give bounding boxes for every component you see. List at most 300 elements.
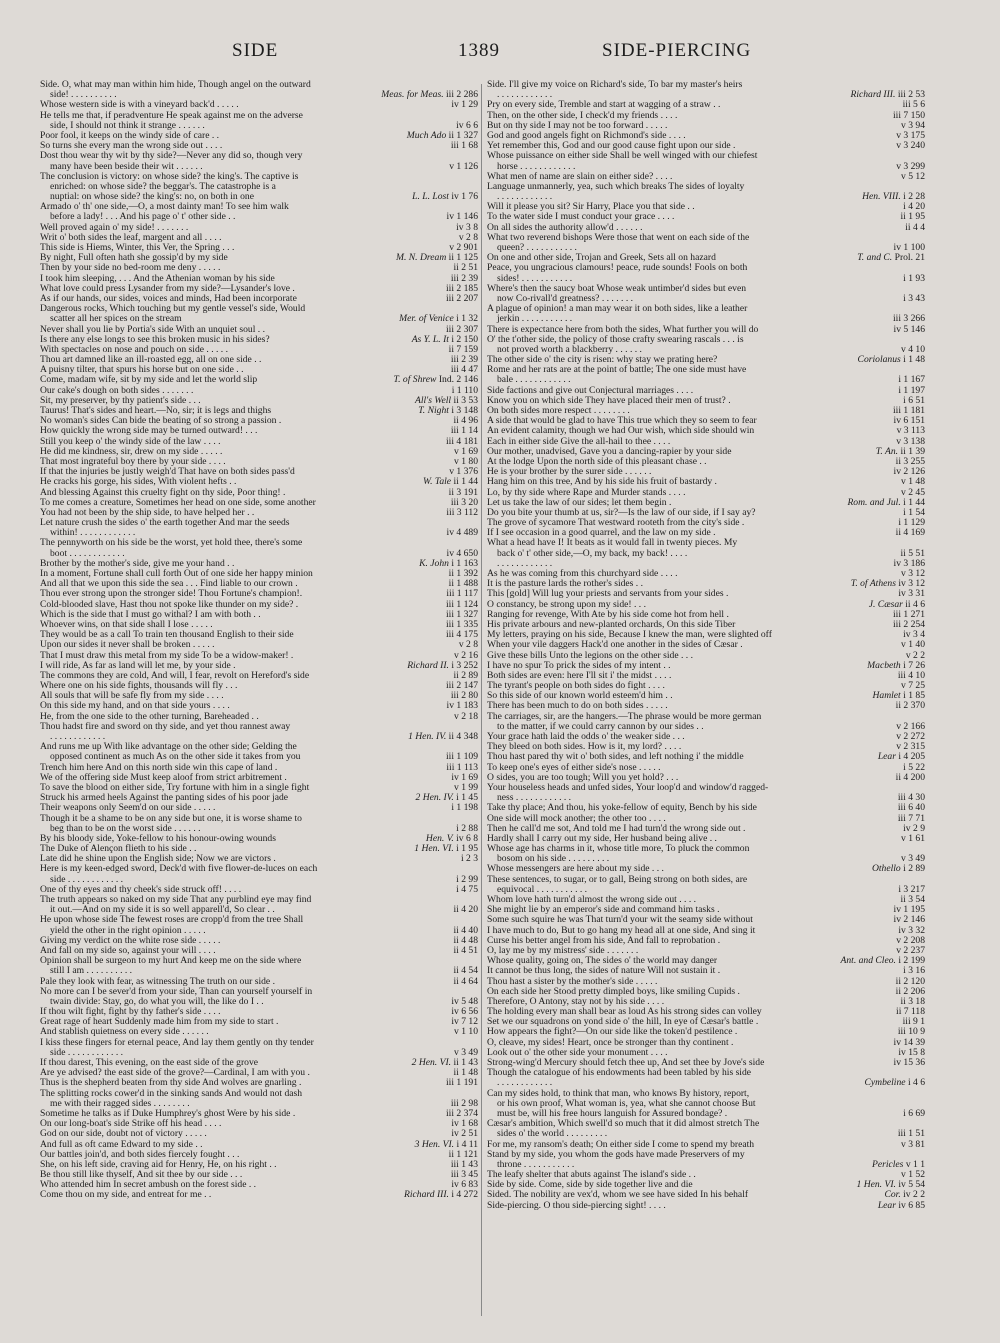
entry-line (487, 864, 925, 874)
citation (897, 172, 925, 182)
entry-line (487, 1078, 925, 1088)
entry-line (40, 661, 478, 671)
entry-line (487, 1027, 925, 1037)
act-scene-line: i 3 252 (451, 660, 478, 671)
entry-text: now Co-rivall'd greatness? . . . . . . . (497, 293, 634, 304)
entry-line (40, 426, 478, 436)
entry-text: Then by your side no bed-room me deny . . . . . (40, 263, 221, 274)
act-scene-line: i 2 3 (460, 854, 478, 865)
act-scene-line: iv 2 2 (903, 1190, 925, 1201)
entry-text: Never shall you lie by Portia's side With an unquiet soul . . (40, 324, 265, 335)
entry-text: Side-piercing. O thou side-piercing sight! . . . . (487, 1200, 666, 1211)
citation (447, 141, 478, 151)
entry-line (487, 284, 925, 294)
play-title: 1 Hen. IV. (408, 732, 447, 742)
play-title: Hen. V. (425, 833, 454, 844)
entry-text: me with their ragged sides . . . . . . . . (50, 1098, 190, 1109)
act-scene-line: ii 1 392 (448, 569, 478, 579)
play-title: Meas. for Meas. (381, 90, 444, 101)
entry-text: He did me kindness, sir, drew on my side . . . . . (40, 446, 223, 457)
entry-line (487, 477, 925, 487)
act-scene-line: iii 1 109 (446, 752, 478, 763)
act-scene-line: iii 1 113 (446, 762, 478, 773)
play-title: Hen. VIII. (862, 192, 901, 203)
text-columns (40, 80, 972, 1316)
act-scene-line: ii 4 96 (453, 416, 478, 427)
entry-line (487, 355, 925, 365)
entry-line (40, 90, 478, 100)
act-scene-line: v 3 94 (901, 120, 925, 131)
entry-text: not proved worth a blackberry . . . . . . (497, 344, 642, 355)
citation (894, 671, 925, 681)
citation (892, 141, 925, 151)
entry-line (40, 681, 478, 691)
citation (392, 253, 478, 263)
entry-line (40, 936, 478, 946)
citation (447, 1017, 478, 1027)
entry-line (487, 620, 925, 630)
act-scene-line: iv 1 69 (451, 772, 478, 783)
entry-text: So this side of our known world esteem'd him . . (487, 691, 673, 702)
entry-text: nuptial: on whose side? the king's: no, on both in one (50, 192, 254, 203)
entry-text: She, on his left side, craving aid for Henry, He, on his right . . (40, 1159, 277, 1170)
entry-text: For me, my ransom's death; On either side I come to spend my breath (487, 1139, 755, 1150)
entry-line (40, 701, 478, 711)
entry-line (487, 416, 925, 426)
act-scene-line: iii 4 181 (446, 436, 478, 447)
citation (894, 1027, 925, 1037)
entry-line (40, 437, 478, 447)
citation (449, 926, 478, 936)
entry-line (40, 814, 478, 824)
act-scene-line: iv 1 76 (451, 192, 478, 203)
citation (892, 162, 925, 172)
citation (449, 966, 478, 976)
citation (447, 691, 478, 701)
entry-line (40, 946, 478, 956)
entry-line (40, 1068, 478, 1078)
citation (445, 488, 478, 498)
entry-line (40, 314, 478, 324)
entry-text: God and good angels fight on Richmond's side . . . . (487, 130, 686, 141)
entry-text: Thou hast a sister by the mother's side . . . . . (487, 976, 658, 987)
entry-text: Hardly shall I carry out my side, Her husband being alive . . (487, 833, 717, 844)
play-title: Macbeth (867, 660, 901, 671)
citation (447, 355, 478, 365)
entry-text: There has been much to do on both sides . . . . . (487, 701, 668, 712)
citation (447, 426, 478, 436)
entry-text: Lo, by thy side where Rape and Murder stands . . . . (487, 487, 686, 498)
act-scene-line: iv 3 12 (898, 579, 925, 590)
entry-text: Are ye advised? the east side of the grove?—Cardinal, I am with you . (40, 1068, 310, 1079)
act-scene-line: iii 2 286 (446, 90, 478, 101)
entry-text: boot . . . . . . . . . . . . (50, 548, 125, 559)
entry-line (487, 691, 925, 701)
citation (896, 895, 925, 905)
entry-text: sides! . . . . . . . . . . . (497, 273, 573, 284)
citation (442, 681, 478, 691)
entry-text: Take thy place; And thou, his yoke-fellow of equity, Bench by his side (487, 803, 757, 814)
entry-line (40, 80, 478, 90)
entry-text: Brother by the mother's side, give me your hand . . (40, 558, 235, 569)
entry-text: Thou hadst fire and sword on thy side, and yet thou rannest away (40, 721, 291, 732)
entry-line (487, 1038, 925, 1048)
citation (897, 488, 925, 498)
entry-line (487, 345, 925, 355)
entry-text: The leafy shelter that abuts against The island's side . . (487, 1170, 696, 1181)
citation (450, 651, 478, 661)
act-scene-line: iv 7 12 (451, 1017, 478, 1028)
entry-line (40, 528, 478, 538)
entry-text: The conclusion is victory: on whose side? the king's. The captive is (40, 171, 299, 182)
entry-text: Both sides are even: here I'll sit i' the midst . . . . (487, 670, 672, 681)
entry-text: We of the offering side Must keep aloof from strict arbitrement . (40, 772, 287, 783)
act-scene-line: iv 5 54 (898, 1180, 925, 1191)
entry-line (40, 691, 478, 701)
citation (863, 661, 925, 671)
entry-text: Pry on every side, Tremble and start at wagging of a straw . . (487, 100, 721, 111)
act-scene-line: iii 1 191 (446, 1078, 478, 1089)
act-scene-line: i 4 75 (456, 884, 478, 895)
act-scene-line: iv 14 39 (893, 1037, 925, 1048)
entry-text: He, from the one side to the other turning, Bareheaded . . (40, 711, 259, 722)
citation (896, 549, 925, 559)
entry-line (40, 977, 478, 987)
act-scene-line: v 1 126 (449, 161, 478, 172)
entry-text: Late did he shine upon the English side; Now we are victors . (40, 854, 276, 865)
citation (889, 620, 925, 630)
entry-line (487, 701, 925, 711)
entry-text: Here is my keen-edged sword, Deck'd with five flower-de-luces on each (40, 864, 318, 875)
citation (400, 1190, 478, 1200)
entry-text: Will it please you sit? Sir Harry, Place you that side . . (487, 202, 695, 213)
entry-text: God on our side, doubt not of victory . . . . . (40, 1129, 207, 1140)
entry-text: many have been beside their wit . . . . . . (50, 161, 203, 172)
entry-text: Give these bills Unto the legions on the other side . . . (487, 650, 693, 661)
entry-text: before a lady! . . . And his page o' t' other side . . (50, 212, 236, 223)
act-scene-line: v 2 16 (454, 650, 478, 661)
entry-text: Thou ever strong upon the stronger side! Thou Fortune's champion!. (40, 589, 303, 600)
act-scene-line: iv 15 36 (893, 1058, 925, 1068)
entry-text: jerkin . . . . . . . . . . . (497, 314, 573, 325)
act-scene-line: iv 6 56 (451, 1007, 478, 1018)
entry-line (487, 549, 925, 559)
act-scene-line: iii 1 271 (893, 609, 925, 620)
left-column (40, 80, 478, 1316)
entry-line (40, 477, 478, 487)
play-title: As Y. L. It (411, 334, 449, 345)
act-scene-line: v 4 10 (901, 344, 925, 355)
entry-text: All souls that will be safe fly from my side . . . . (40, 691, 224, 702)
entry-line (487, 1129, 925, 1139)
citation (890, 243, 925, 253)
citation (447, 1119, 478, 1129)
entry-text: bosom on his side . . . . . . . . . (497, 854, 610, 865)
entry-text: Be thou still like thyself, And sit thee by our side . . . (40, 1170, 243, 1181)
citation (449, 1068, 478, 1078)
act-scene-line: iii 1 335 (446, 619, 478, 630)
entry-text: Where's then the saucy boat Whose weak untimber'd sides but even (487, 283, 747, 294)
act-scene-line: iii 1 43 (450, 1159, 478, 1170)
act-scene-line: v 1 10 (454, 1027, 478, 1038)
entry-line (487, 824, 925, 834)
act-scene-line: ii 4 20 (453, 905, 478, 916)
entry-text: The other side o' the city is risen: why stay we prating here? (487, 355, 718, 366)
citation (892, 131, 925, 141)
entry-line (487, 803, 925, 813)
entry-text: A plague of opinion! a man may wear it on both sides, like a leather (487, 304, 748, 315)
entry-text: Peace, you ungracious clamours! peace, rude sounds! Fools on both (487, 263, 748, 274)
citation (415, 559, 478, 569)
entry-text: Who attended him In secret ambush on the forest side . . (40, 1180, 257, 1191)
citation (892, 742, 925, 752)
entry-text: And all that we upon this side the sea . . . Find liable to our crown . (40, 579, 298, 590)
act-scene-line: ii 2 51 (453, 263, 478, 274)
entry-line (40, 1129, 478, 1139)
act-scene-line: i 3 217 (898, 884, 925, 895)
entry-line (487, 569, 925, 579)
citation (447, 100, 478, 110)
entry-line (40, 824, 478, 834)
entry-text: The Duke of Alençon flieth to his side . . (40, 844, 197, 855)
citation (377, 90, 478, 100)
act-scene-line: iv 1 146 (446, 212, 478, 223)
citation (897, 1170, 925, 1180)
act-scene-line: iv 3 8 (456, 222, 478, 233)
citation (868, 864, 925, 874)
entry-text: Thou art damned like an ill-roasted egg, all on one side . . (40, 355, 262, 366)
citation (899, 508, 925, 518)
act-scene-line: iv 2 51 (451, 1129, 478, 1140)
entry-text: A side that would be glad to have This true which they so seem to fear (487, 416, 757, 427)
citation (450, 1027, 478, 1037)
entry-line (40, 569, 478, 579)
play-title: Hamlet (872, 691, 901, 702)
entry-line (40, 365, 478, 375)
act-scene-line: ii 4 200 (895, 772, 925, 783)
entry-text: Language unmannerly, yea, such which breaks The sides of loyalty (487, 181, 745, 192)
entry-line (487, 1007, 925, 1017)
entry-text: back o' t' other side,—O, my back, my back! . . . . (497, 548, 688, 559)
entry-line (40, 773, 478, 783)
act-scene-line: v 2 2 (905, 650, 925, 661)
entry-line (40, 793, 478, 803)
citation (899, 202, 925, 212)
citation (445, 579, 478, 589)
citation (874, 752, 925, 762)
citation (408, 192, 478, 202)
entry-line (487, 1109, 925, 1119)
act-scene-line: v 3 49 (901, 854, 925, 865)
entry-text: One side will mock another; the other too . . . . (487, 813, 666, 824)
entry-text: must be, will his free hours languish for Assured bondage? . (497, 1108, 728, 1119)
act-scene-line: i 1 163 (451, 558, 478, 569)
act-scene-line: i 1 45 (456, 793, 478, 804)
citation (899, 966, 925, 976)
entry-text: . . . . . . . . . . . . (497, 90, 553, 101)
citation (843, 498, 925, 508)
entry-text: Our battles join'd, and both sides fiercely fought . . . (40, 1149, 240, 1160)
citation (892, 722, 925, 732)
entry-line (487, 875, 925, 885)
act-scene-line: iii 1 14 (450, 426, 478, 437)
entry-text: So turns she every man the wrong side out . . . . (40, 141, 223, 152)
act-scene-line: iii 1 68 (450, 141, 478, 152)
entry-line (487, 182, 925, 192)
entry-line (487, 1099, 925, 1109)
citation (447, 997, 478, 1007)
entry-line (40, 640, 478, 650)
citation (449, 416, 478, 426)
entry-line (40, 559, 478, 569)
act-scene-line: v 3 113 (896, 426, 925, 437)
entry-text: Taurus! That's sides and heart.—No, sir; it is legs and thighs (40, 406, 272, 416)
entry-text: I kiss these fingers for eternal peace, And lay them gently on thy tender (40, 1037, 314, 1048)
citation (892, 528, 925, 538)
citation (901, 223, 925, 233)
citation (449, 977, 478, 987)
citation (442, 589, 478, 599)
entry-line (487, 80, 925, 90)
play-title: All's Well (414, 395, 452, 406)
entry-text: I have no spur To prick the sides of my intent . . (487, 660, 671, 671)
entry-line (487, 1170, 925, 1180)
entry-text: If I see occasion in a good quarrel, and the law on my side . (487, 528, 716, 539)
entry-line (40, 803, 478, 813)
entry-line (40, 212, 478, 222)
citation (846, 90, 925, 100)
act-scene-line: iii 9 1 (902, 1017, 925, 1028)
citation (442, 752, 478, 762)
entry-text: Sit, my preserver, by thy patient's side . . . (40, 395, 201, 406)
entry-line (487, 895, 925, 905)
entry-line (40, 121, 478, 131)
act-scene-line: iv 1 183 (446, 701, 478, 712)
act-scene-line: v 3 49 (454, 1047, 478, 1058)
entry-line (40, 956, 478, 966)
act-scene-line: iv 3 31 (898, 589, 925, 600)
entry-text: Stand by my side, you whom the gods have made Preservers of my (487, 1149, 745, 1160)
entry-line (487, 579, 925, 589)
entry-line (487, 202, 925, 212)
play-title: Pericles (871, 1159, 904, 1170)
entry-text: It cannot be thus long, the sides of nature Will not sustain it . (487, 966, 721, 977)
running-head-right: SIDE-PIERCING (602, 40, 752, 61)
entry-line (40, 630, 478, 640)
entry-text: scatter all her spices on the stream (50, 314, 182, 325)
entry-line (40, 488, 478, 498)
entry-line (40, 1038, 478, 1048)
play-title: Coriolanus (857, 355, 901, 366)
citation (894, 814, 925, 824)
citation (899, 274, 925, 284)
entry-text: O sides, you are too tough; Will you yet hold? . . . (487, 772, 679, 783)
act-scene-line: v 2 315 (896, 742, 925, 753)
entry-text: twain divide: Stay, go, do what you will, the like do I . . (50, 996, 264, 1007)
entry-text: What men of name are slain on either side? . . . . (487, 171, 673, 182)
entry-text: Still you keep o' the windy side of the law . . . . (40, 436, 221, 447)
entry-text: Then, on the other side, I check'd my friends . . . . (487, 110, 678, 121)
entry-line (487, 763, 925, 773)
act-scene-line: ii 7 118 (896, 1007, 925, 1018)
entry-text: still I am . . . . . . . . . . (50, 966, 133, 977)
entry-text: Our mother, unadvised, Gave you a dancing-rapier by your side (487, 446, 732, 457)
entry-line (487, 1180, 925, 1190)
entry-line (487, 783, 925, 793)
act-scene-line: ii 3 191 (448, 487, 478, 498)
act-scene-line: ii 4 348 (448, 732, 478, 742)
entry-text: beg than to be on the worst side . . . . . . (50, 823, 201, 834)
act-scene-line: i 1 95 (456, 844, 478, 855)
entry-line (487, 722, 925, 732)
citation (892, 1007, 925, 1017)
play-title: Othello (871, 864, 901, 875)
citation (861, 1078, 926, 1088)
entry-text: And full as oft came Edward to my side . . (40, 1139, 203, 1150)
citation (874, 1201, 925, 1211)
citation (897, 640, 925, 650)
citation (899, 396, 925, 406)
entry-line (40, 386, 478, 396)
entry-line (487, 457, 925, 467)
citation (902, 651, 925, 661)
entry-text: . . . . . . . . . . . . (50, 732, 106, 742)
act-scene-line: iv 5 146 (893, 324, 925, 335)
act-scene-line: i 3 16 (903, 966, 925, 977)
act-scene-line: ii 1 327 (448, 130, 478, 141)
act-scene-line: ii 1 125 (448, 253, 478, 264)
act-scene-line: ii 1 44 (453, 477, 478, 488)
entry-text: To the water side I must conduct your grace . . . . (487, 212, 675, 223)
citation (412, 793, 478, 803)
act-scene-line: ii 3 53 (453, 395, 478, 406)
citation (452, 824, 478, 834)
act-scene-line: v 2 8 (458, 232, 478, 243)
citation (403, 131, 478, 141)
act-scene-line: i 2 89 (903, 864, 925, 875)
act-scene-line: i 1 48 (903, 355, 925, 366)
entry-text: The carriages, sir, are the hangers.—The phrase would be more german (487, 711, 762, 722)
entry-text: Upon our sides it never shall be broken . . . . . (40, 640, 215, 651)
entry-text: I will ride, As far as land will let me, by your side . (40, 660, 236, 671)
entry-text: On one and other side, Trojan and Greek, Sets all on hazard (487, 253, 716, 264)
citation (889, 406, 925, 416)
act-scene-line: ii 4 51 (453, 945, 478, 956)
entry-text: Whose quality, going on, The sides o' the world may danger (487, 956, 718, 967)
entry-line (487, 396, 925, 406)
play-title: T. and C. (857, 253, 893, 264)
act-scene-line: v 1 80 (454, 456, 478, 467)
entry-line (487, 1089, 925, 1099)
entry-line (40, 508, 478, 518)
entry-text: side! . . . . . . . . . . (50, 90, 117, 101)
entry-text: They would be as a call To train ten thousand English to their side (40, 630, 294, 641)
entry-text: Poor fool, it keeps on the windy side of care . . (40, 130, 220, 141)
entry-line (40, 1160, 478, 1170)
citation (890, 325, 925, 335)
entry-text: yield the other in the right opinion . . . . . (50, 925, 206, 936)
entry-line (487, 773, 925, 783)
entry-line (487, 151, 925, 161)
entry-line (40, 763, 478, 773)
entry-text: A puisny tilter, that spurs his horse but on one side . . (40, 365, 244, 376)
act-scene-line: ii 1 121 (448, 1149, 478, 1160)
entry-text: What love could press Lysander from my side?—Lysander's love . (40, 283, 295, 294)
entry-line (487, 141, 925, 151)
citation (897, 681, 925, 691)
act-scene-line: v 3 299 (896, 161, 925, 172)
act-scene-line: iv 1 29 (451, 100, 478, 111)
